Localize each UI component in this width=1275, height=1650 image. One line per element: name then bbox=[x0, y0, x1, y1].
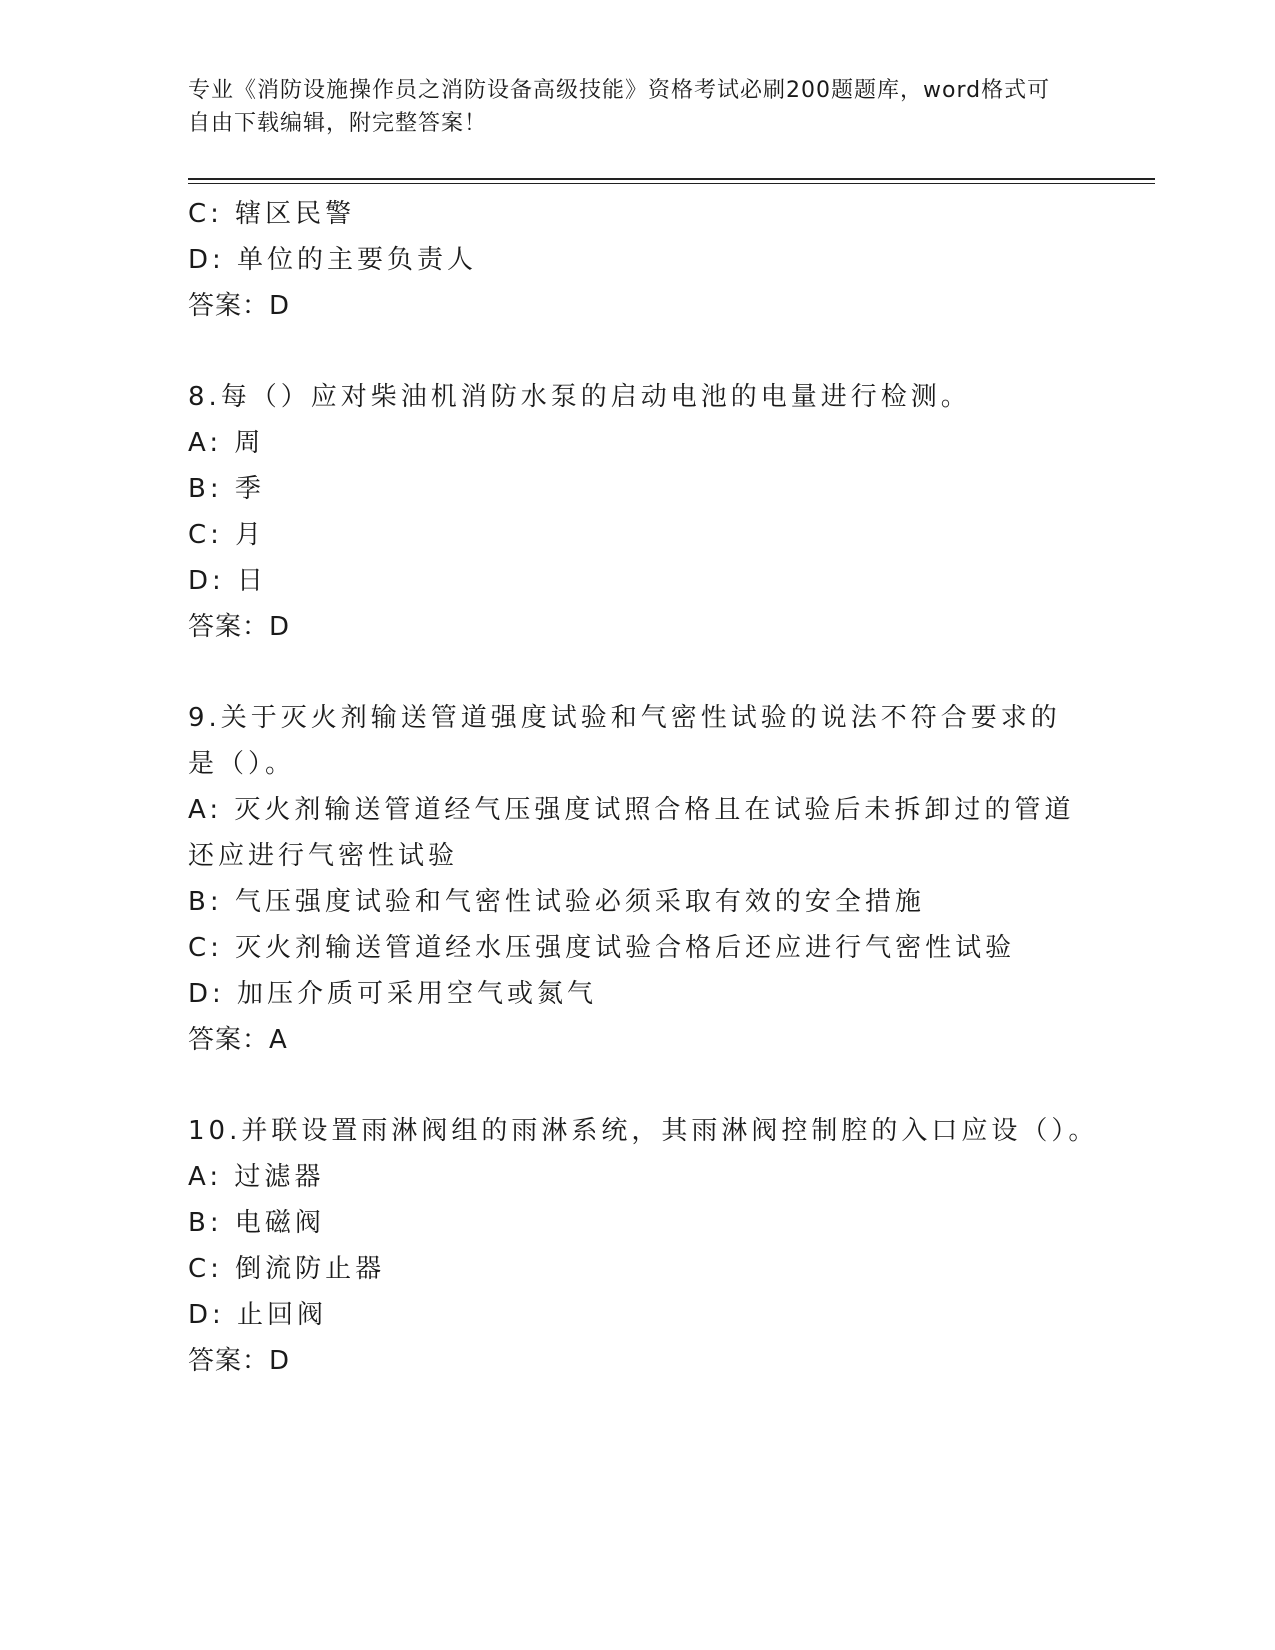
option-b: B: 电磁阀 bbox=[188, 1208, 325, 1238]
option-d: D: 加压介质可采用空气或氮气 bbox=[188, 979, 598, 1009]
option-a: A: 周 bbox=[188, 428, 265, 458]
document-header: 专业《消防设施操作员之消防设备高级技能》资格考试必刷200题题库，word格式可自由下载编辑，附完整答案！ bbox=[188, 78, 1051, 136]
question-9 bbox=[188, 695, 1088, 1063]
question-stem: 8.每（）应对柴油机消防水泵的启动电池的电量进行检测。 bbox=[188, 382, 971, 412]
answer-line: 答案：A bbox=[188, 1025, 288, 1055]
header-rule-thin bbox=[188, 183, 1155, 184]
previous-question-tail bbox=[188, 191, 1088, 329]
option-d: D: 止回阀 bbox=[188, 1300, 328, 1330]
answer-line: 答案：D bbox=[188, 291, 291, 321]
question-stem: 10.并联设置雨淋阀组的雨淋系统，其雨淋阀控制腔的入口应设（）。 bbox=[188, 1116, 1099, 1146]
question-stem: 9.关于灭火剂输送管道强度试验和气密性试验的说法不符合要求的是（）。 bbox=[188, 703, 1061, 779]
question-10 bbox=[188, 1108, 1099, 1384]
option-d: D: 单位的主要负责人 bbox=[188, 245, 478, 275]
option-b: B: 季 bbox=[188, 474, 265, 504]
option-c: C: 倒流防止器 bbox=[188, 1254, 386, 1284]
option-c: C: 辖区民警 bbox=[188, 199, 356, 229]
option-a: A: 过滤器 bbox=[188, 1162, 325, 1192]
answer-line: 答案：D bbox=[188, 612, 291, 642]
question-list bbox=[188, 191, 1099, 1384]
option-c: C: 灭火剂输送管道经水压强度试验合格后还应进行气密性试验 bbox=[188, 933, 1016, 963]
answer-line: 答案：D bbox=[188, 1346, 291, 1376]
option-b: B: 气压强度试验和气密性试验必须采取有效的安全措施 bbox=[188, 887, 925, 917]
option-c: C: 月 bbox=[188, 520, 266, 550]
question-8 bbox=[188, 374, 1088, 650]
option-a: A: 灭火剂输送管道经气压强度试照合格且在试验后未拆卸过的管道还应进行气密性试验 bbox=[188, 795, 1075, 871]
header-rule-thick bbox=[188, 178, 1155, 180]
option-d: D: 日 bbox=[188, 566, 268, 596]
